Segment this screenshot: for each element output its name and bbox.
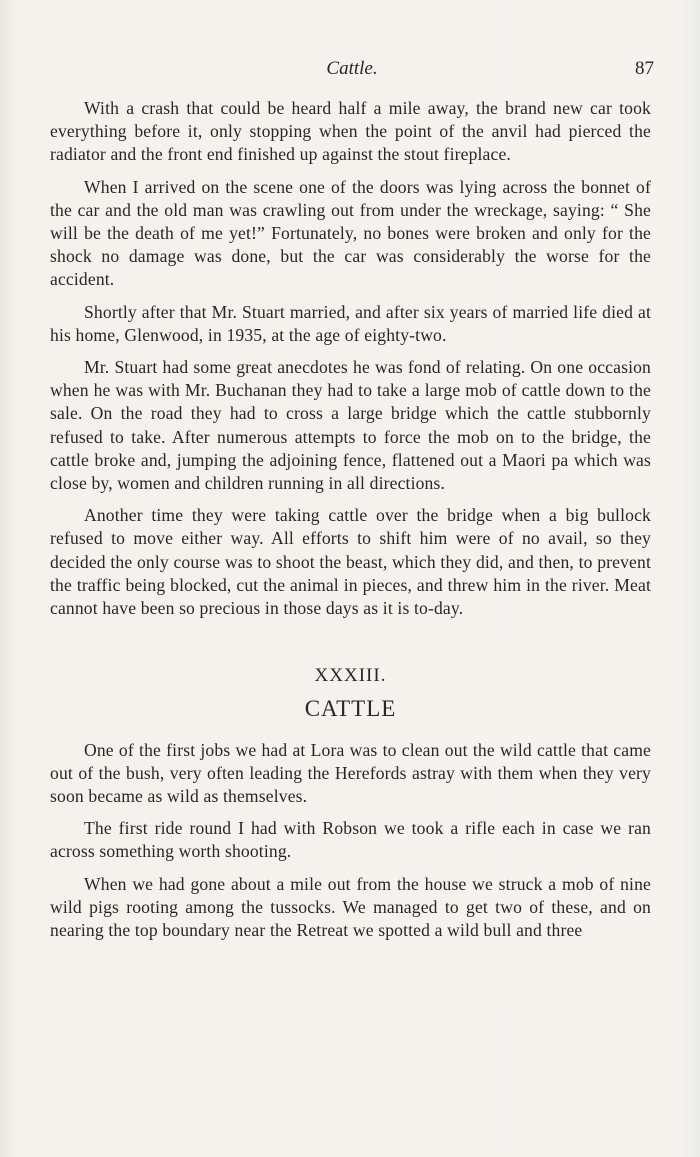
- paragraph: When I arrived on the scene one of the doors was lying across the bonnet of the car and the old man was crawling out from under the wreckage, saying: “ She will be the death of me yet!” Fortunately, no bones were broken and only for the shock no damage was done, but the car was considerably the worse for the accident.: [50, 176, 651, 290]
- paragraph: Mr. Stuart had some great anecdotes he was fond of relating. On one occasion when he was with Mr. Buchanan they had to take a large mob of cattle down to the sale. On the road they had to cross a large bridge which the cattle stubbornly refused to take. After numerous attempts to force the mob on to the bridge, the cattle broke and, jumping the adjoining fence, flattened out a Maori pa which was close by, women and children running in all directions.: [50, 357, 651, 494]
- paragraph: The first ride round I had with Robson we took a rifle each in case we ran across something worth shooting.: [50, 818, 651, 862]
- running-head: [50, 58, 654, 84]
- running-title: Cattle.: [326, 58, 378, 79]
- paragraph: One of the first jobs we had at Lora was to clean out the wild cattle that came out of the bush, very often leading the Herefords astray with them when they very soon became as wild as themselves.: [50, 739, 651, 807]
- body-text: [50, 97, 651, 951]
- paragraph: When we had gone about a mile out from the house we struck a mob of nine wild pigs rooting among the tussocks. We managed to get two of these, and on nearing the top boundary near the Retreat we spotted a wild bull and three: [50, 873, 651, 941]
- chapter-title: CATTLE: [304, 696, 397, 722]
- chapter-number: XXXIII.: [314, 665, 387, 687]
- paragraph: Shortly after that Mr. Stuart married, and after six years of married life died at his home, Glenwood, in 1935, at the age of eighty-two.: [50, 301, 651, 345]
- paragraph: Another time they were taking cattle over the bridge when a big bullock refused to move either way. All efforts to shift him were of no avail, so they decided the only course was to shoot the beast, which they did, and then, to prevent the traffic being blocked, cut the animal in pieces, and threw him in the river. Meat cannot have been so precious in those days as it is to-day.: [50, 505, 651, 619]
- paragraph: With a crash that could be heard half a mile away, the brand new car took everything before it, only stopping when the point of the anvil had pierced the radiator and the front end finished up against the stout fireplace.: [50, 98, 651, 165]
- page-number: 87: [635, 58, 654, 79]
